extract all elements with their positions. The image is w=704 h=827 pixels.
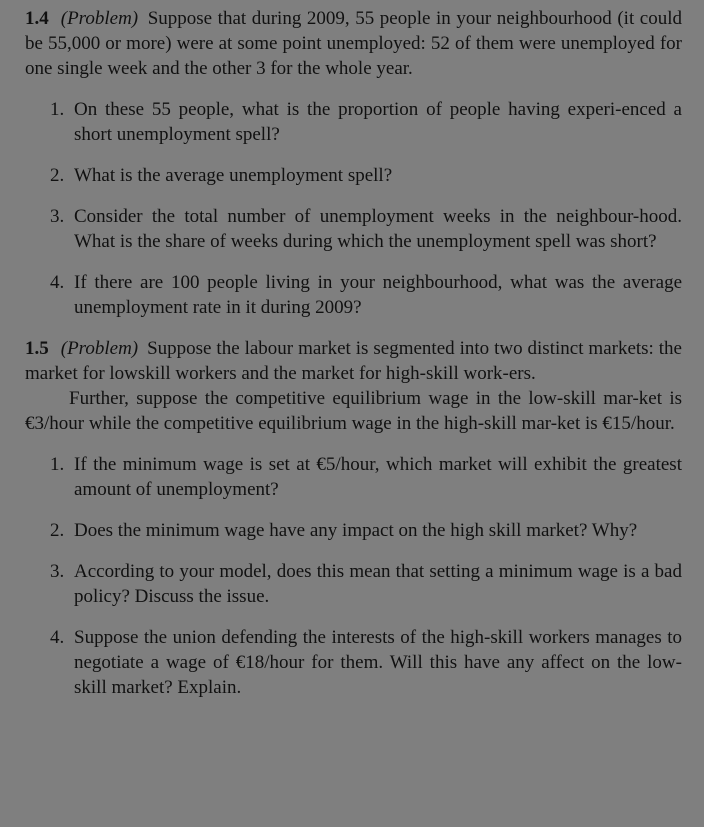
question-list — [25, 97, 682, 320]
question-item — [25, 518, 682, 543]
problem-1-4 — [25, 6, 682, 320]
question-item — [25, 452, 682, 502]
question-text: If there are 100 people living in your neighbourhood, what was the average unemployment rate in it during 2009? — [74, 272, 682, 318]
problem-number: 1.4 — [25, 8, 49, 29]
problem-intro — [25, 336, 682, 386]
question-text: What is the average unemployment spell? — [74, 165, 393, 186]
question-marker: 2. — [50, 165, 65, 186]
question-text: Consider the total number of unemployment weeks in the neighbour-hood. What is the share of weeks during which the unemployment spell was short? — [74, 206, 682, 252]
question-text: According to your model, does this mean that setting a minimum wage is a bad policy? Discuss the issue. — [74, 561, 682, 607]
problem-number: 1.5 — [25, 338, 49, 359]
problem-continuation: Further, suppose the competitive equilibrium wage in the low-skill mar-ket is €3/hour while the competitive equilibrium wage in the high-skill mar-ket is €15/hour. — [25, 388, 682, 434]
problem-intro — [25, 6, 682, 81]
question-marker: 2. — [50, 520, 65, 541]
problem-kind: (Problem) — [60, 8, 139, 29]
question-item — [25, 204, 682, 254]
problem-intro-text: Suppose that during 2009, 55 people in your neighbourhood (it could be 55,000 or more) were at some point unemployed: 52 of them were unemployed for one single week and the other 3 for the whole year. — [25, 8, 682, 79]
question-marker: 3. — [50, 206, 65, 227]
question-item — [25, 559, 682, 609]
question-list — [25, 452, 682, 700]
question-item — [25, 97, 682, 147]
problem-1-5 — [25, 336, 682, 700]
question-item — [25, 625, 682, 700]
question-marker: 4. — [50, 272, 65, 293]
question-marker: 4. — [50, 627, 65, 648]
question-text: On these 55 people, what is the proportion of people having experi-enced a short unemployment spell? — [74, 99, 682, 145]
question-marker: 1. — [50, 454, 65, 475]
question-marker: 1. — [50, 99, 65, 120]
question-text: Suppose the union defending the interests of the high-skill workers manages to negotiate a wage of €18/hour for them. Will this have any affect on the low-skill market? Explain. — [74, 627, 682, 698]
question-item — [25, 163, 682, 188]
problem-kind: (Problem) — [60, 338, 139, 359]
question-item — [25, 270, 682, 320]
question-text: If the minimum wage is set at €5/hour, which market will exhibit the greatest amount of unemployment? — [74, 454, 682, 500]
problem-intro-text: Suppose the labour market is segmented into two distinct markets: the market for lowskill workers and the market for high-skill work-ers. — [25, 338, 682, 384]
question-text: Does the minimum wage have any impact on the high skill market? Why? — [74, 520, 638, 541]
question-marker: 3. — [50, 561, 65, 582]
